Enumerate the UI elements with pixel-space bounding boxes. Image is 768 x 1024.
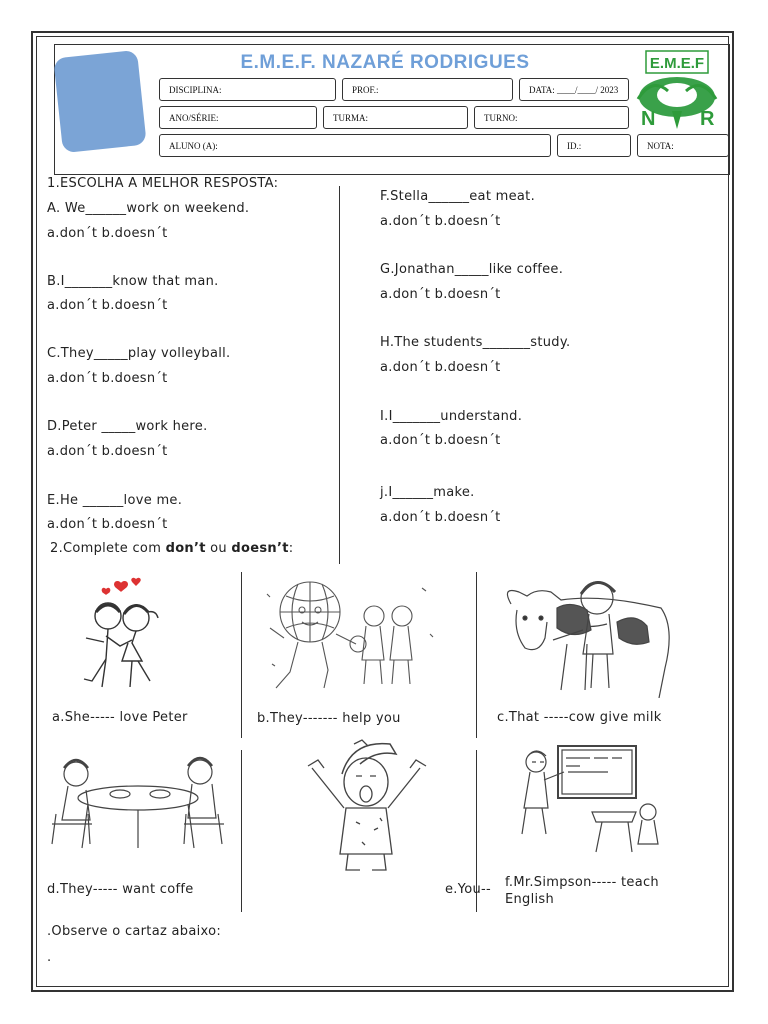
caption-a: a.She----- love Peter (52, 710, 188, 725)
grid-divider-1 (241, 572, 242, 738)
options-f[interactable]: a.don´t b.doesn´t (380, 214, 501, 229)
options-c[interactable]: a.don´t b.doesn´t (47, 371, 168, 386)
trailing-dot: . (47, 950, 52, 965)
grid-divider-2 (476, 572, 477, 738)
options-a[interactable]: a.don´t b.doesn´t (47, 226, 168, 241)
cow-and-girl-illustration (497, 574, 677, 698)
question-c: C.They_____play volleyball. (47, 346, 231, 361)
blue-decorative-card (53, 50, 146, 153)
caption-b: b.They------- help you (257, 711, 401, 726)
logo-text: E.M.E.F (649, 55, 705, 72)
grid-divider-3 (241, 750, 242, 912)
yawning-boy-illustration (302, 738, 432, 876)
couple-kissing-illustration (66, 576, 176, 700)
teacher-at-board-illustration (508, 742, 668, 862)
section1-title: 1.ESCOLHA A MELHOR RESPOSTA: (47, 176, 279, 191)
globe-and-kids-illustration (262, 574, 440, 698)
question-f: F.Stella______eat meat. (380, 189, 536, 204)
field-nota[interactable]: NOTA: (637, 134, 729, 157)
observe-text: .Observe o cartaz abaixo: (47, 924, 222, 939)
question-h: H.The students_______study. (380, 335, 571, 350)
options-b[interactable]: a.don´t b.doesn´t (47, 298, 168, 313)
question-a: A. We______work on weekend. (47, 201, 250, 216)
caption-e: e.You-- (445, 882, 492, 897)
field-aluno[interactable]: ALUNO (A): (159, 134, 551, 157)
column-divider (339, 186, 340, 564)
field-data[interactable]: DATA: ____/____/ 2023 (519, 78, 629, 101)
question-i: I.I_______understand. (380, 409, 523, 424)
school-name: E.M.E.F. NAZARÉ RODRIGUES (240, 52, 530, 73)
caption-d: d.They----- want coffe (47, 882, 194, 897)
options-d[interactable]: a.don´t b.doesn´t (47, 444, 168, 459)
options-h[interactable]: a.don´t b.doesn´t (380, 360, 501, 375)
options-g[interactable]: a.don´t b.doesn´t (380, 287, 501, 302)
field-id[interactable]: ID.: (557, 134, 631, 157)
caption-f: f.Mr.Simpson----- teach English (505, 875, 659, 907)
question-j: j.I______make. (380, 485, 475, 500)
options-j[interactable]: a.don´t b.doesn´t (380, 510, 501, 525)
options-e[interactable]: a.don´t b.doesn´t (47, 517, 168, 532)
caption-c: c.That -----cow give milk (497, 710, 662, 725)
logo-letter-right: R (700, 108, 715, 130)
field-disciplina[interactable]: DISCIPLINA: (159, 78, 336, 101)
question-e: E.He ______love me. (47, 493, 183, 508)
field-turno[interactable]: TURNO: (474, 106, 629, 129)
question-g: G.Jonathan_____like coffee. (380, 262, 564, 277)
kids-at-table-illustration (48, 754, 228, 854)
school-logo (632, 47, 722, 133)
school-logo-graphic (632, 47, 722, 133)
section2-title: 2.Complete com don’t ou doesn’t: (50, 541, 294, 556)
options-i[interactable]: a.don´t b.doesn´t (380, 433, 501, 448)
field-turma[interactable]: TURMA: (323, 106, 468, 129)
question-b: B.I_______know that man. (47, 274, 219, 289)
field-prof[interactable]: PROF.: (342, 78, 513, 101)
question-d: D.Peter _____work here. (47, 419, 208, 434)
field-ano-serie[interactable]: ANO/SÉRIE: (159, 106, 317, 129)
logo-letter-left: N (641, 108, 656, 130)
